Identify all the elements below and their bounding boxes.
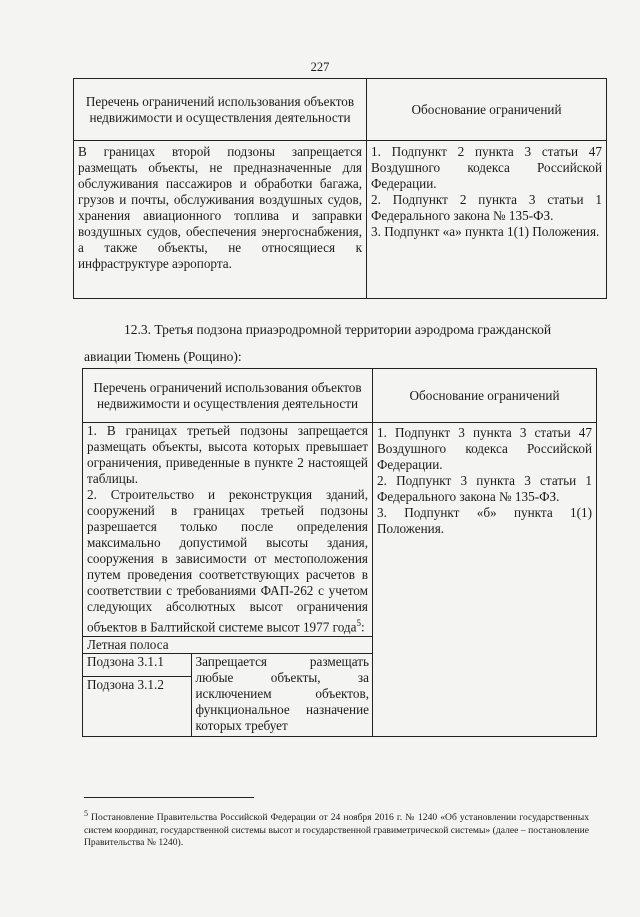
table1-basis-item: 2. Подпункт 2 пункта 3 статьи 1 Федерального закона № 135-ФЗ. [371,192,602,223]
footnote [84,808,589,850]
table2-basis-item: 2. Подпункт 3 пункта 3 статьи 1 Федерального закона № 135-ФЗ. [377,473,592,504]
footnote-ref: 5 [356,618,361,628]
table1-basis-item: 1. Подпункт 2 пункта 3 статьи 47 Воздушного кодекса Российской Федерации. [371,144,602,191]
runway-subtable [83,636,373,736]
table2-header-left: Перечень ограничений использования объектов недвижимости и осуществления деятельности [83,369,373,423]
table2-basis [373,423,597,737]
table1-header-right: Обоснование ограничений [367,79,607,141]
table1-restriction-text: В границах второй подзоны запрещается размещать объекты, не предназначенные для обслуживания пассажиров и обработки багажа, грузов и почты, обслуживания воздушных судов, хранения авиационного топлива и заправки воздушных судов, обеспечения энергоснабжения, а также объекты, не относящиеся к инфраструктуре аэропорта. [74,141,367,299]
page-number: 227 [310,60,330,74]
table2-header-right: Обоснование ограничений [373,369,597,423]
restrictions-table-zone2 [73,78,607,299]
section-heading-line2: авиации Тюмень (Рощино): [84,349,242,364]
table2-paragraph-1: 1. В границах третьей подзоны запрещается размещать объекты, высота которых превышает ограничения, приведенные в пункте 2 настоящей таблицы. [87,423,368,486]
footnote-text: Постановление Правительства Российской Федерации от 24 ноября 2016 г. № 1240 «Об установлении государственных систем координат, государственной системы высот и государственной гравиметрической системы» (далее – постановление Правительства № 1240). [84,812,589,849]
footnote-separator [84,797,254,798]
table1-basis-item: 3. Подпункт «а» пункта 1(1) Положения. [371,224,600,239]
table2-basis-item: 1. Подпункт 3 пункта 3 статьи 47 Воздушного кодекса Российской Федерации. [377,425,592,472]
subzone-3-1-2-label: Подзона 3.1.2 [83,676,191,736]
table2-restriction-cell [83,423,373,737]
runway-label: Летная полоса [83,637,373,654]
subzone-restriction-text: Запрещается размещать любые объекты, за исключением объектов, функциональное назначение которых требует [191,654,373,737]
table2-paragraph-2: 2. Строительство и реконструкция зданий, сооружений в границах третьей подзоны разрешается только после определения максимально допустимой высоты здания, сооружения в зависимости от местоположения путем проведения соответствующих расчетов в соответствии с требованиями ФАП-262 с учетом следующих абсолютных высот ограничения объектов в Балтийской системе высот 1977 года$^5$: [87,487,368,635]
section-heading-line1: 12.3. Третья подзона приаэродромной территории аэродрома гражданской [124,322,552,337]
restrictions-table-zone3 [82,368,597,737]
footnote-mark: 5 [84,809,88,818]
table1-basis [367,141,607,299]
subzone-3-1-1-label: Подзона 3.1.1 [83,654,191,677]
table2-basis-item: 3. Подпункт «б» пункта 1(1) Положения. [377,505,592,536]
table1-header-left: Перечень ограничений использования объектов недвижимости и осуществления деятельности [74,79,367,141]
